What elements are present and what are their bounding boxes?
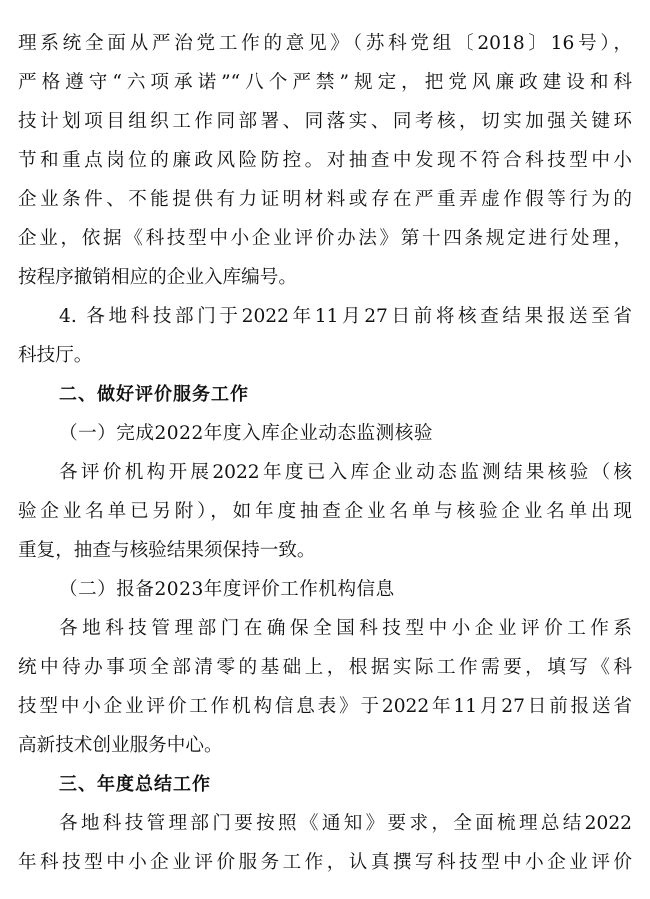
paragraph-line: 节和重点岗位的廉政风险防控。对抽查中发现不符合科技型中小	[18, 150, 632, 171]
paragraph-line: 重复，抽查与核验结果须保持一致。	[18, 540, 316, 561]
paragraph-line: 技型中小企业评价工作机构信息表》于2022年11月27日前报送省	[18, 696, 632, 717]
paragraph-line: 年科技型中小企业评价服务工作，认真撰写科技型中小企业评价	[18, 852, 632, 873]
paragraph-line: 企业，依据《科技型中小企业评价办法》第十四条规定进行处理，	[18, 228, 632, 249]
subsection-heading: （二）报备2023年度评价工作机构信息	[59, 579, 395, 600]
paragraph-line: 各地科技管理部门在确保全国科技型中小企业评价工作系	[59, 618, 632, 639]
section-heading: 三、年度总结工作	[59, 774, 211, 795]
subsection-heading: （一）完成2022年度入库企业动态监测核验	[59, 423, 433, 444]
paragraph-line: 高新技术创业服务中心。	[18, 735, 223, 756]
paragraph-line: 4. 各地科技部门于2022年11月27日前将核查结果报送至省	[59, 306, 632, 327]
paragraph-line: 统中待办事项全部清零的基础上，根据实际工作需要，填写《科	[18, 657, 632, 678]
section-heading: 二、做好评价服务工作	[59, 384, 249, 405]
paragraph-line: 企业条件、不能提供有力证明材料或存在严重弄虚作假等行为的	[18, 189, 632, 210]
paragraph-line: 按程序撤销相应的企业入库编号。	[18, 267, 297, 288]
paragraph-line: 各评价机构开展2022年度已入库企业动态监测结果核验（核	[59, 462, 632, 483]
paragraph-line: 技计划项目组织工作同部署、同落实、同考核，切实加强关键环	[18, 111, 632, 132]
paragraph-line: 验企业名单已另附），如年度抽查企业名单与核验企业名单出现	[18, 501, 632, 522]
paragraph-line: 严格遵守“六项承诺”“八个严禁”规定，把党风廉政建设和科	[18, 72, 632, 93]
paragraph-line: 科技厅。	[18, 345, 93, 366]
paragraph-line: 理系统全面从严治党工作的意见》（苏科党组〔2018〕16号），	[18, 33, 632, 54]
paragraph-line: 各地科技管理部门要按照《通知》要求，全面梳理总结2022	[59, 813, 632, 834]
